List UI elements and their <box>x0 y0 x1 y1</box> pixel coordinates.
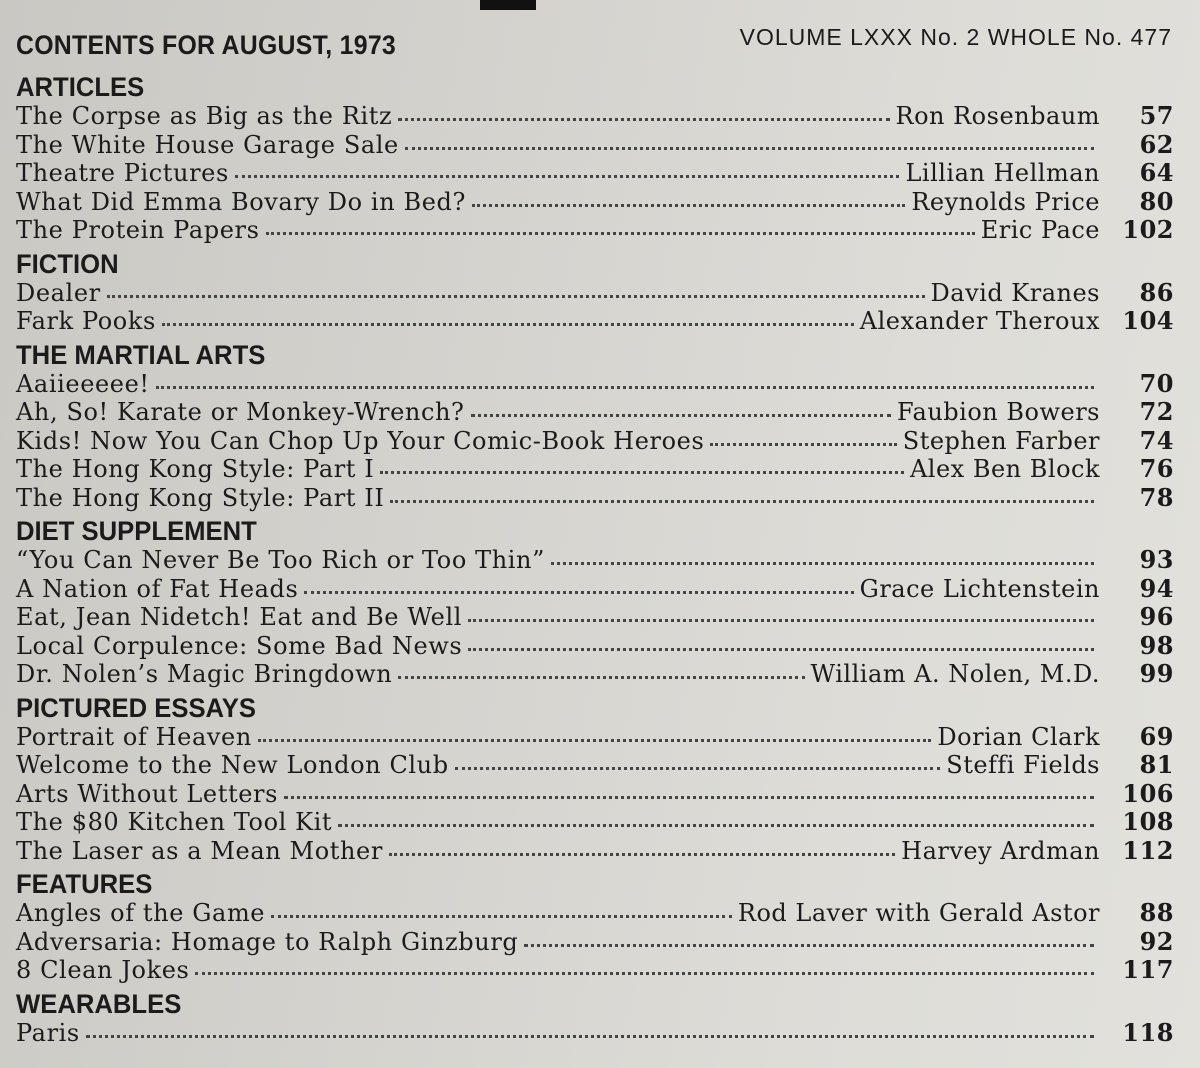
entry-title: Dr. Nolen’s Magic Bringdown <box>16 660 393 688</box>
toc-section <box>16 340 1174 513</box>
contents-header <box>16 24 1172 68</box>
table-of-contents <box>16 70 1174 1051</box>
toc-entry <box>16 455 1174 484</box>
entry-title: Eat, Jean Nidetch! Eat and Be Well <box>16 603 463 631</box>
entry-page-number: 70 <box>1139 368 1174 398</box>
entry-title: What Did Emma Bovary Do in Bed? <box>16 187 466 216</box>
toc-entry <box>16 427 1174 456</box>
entry-page-number: 93 <box>1139 545 1174 574</box>
entry-page-number: 104 <box>1122 306 1174 335</box>
dot-leader <box>156 385 1094 389</box>
toc-entry <box>16 956 1174 985</box>
entry-title: Welcome to the New London Club <box>16 751 449 779</box>
entry-author: Eric Pace <box>980 216 1100 244</box>
dot-leader <box>398 117 889 121</box>
entry-title: Fark Pooks <box>16 307 156 335</box>
toc-entry <box>16 307 1174 336</box>
toc-entry <box>16 131 1174 160</box>
entry-title: The $80 Kitchen Tool Kit <box>16 808 333 836</box>
dot-leader <box>551 561 1094 565</box>
entry-title: The Hong Kong Style: Part I <box>16 455 375 483</box>
toc-entry <box>16 188 1174 217</box>
toc-entry <box>16 575 1174 604</box>
dot-leader <box>235 174 900 178</box>
entry-page-number: 94 <box>1139 573 1174 603</box>
toc-entry <box>16 928 1174 957</box>
entry-title: The Hong Kong Style: Part II <box>16 483 385 512</box>
entry-author: Lillian Hellman <box>905 159 1100 187</box>
toc-entry <box>16 279 1174 308</box>
toc-entry <box>16 603 1174 632</box>
toc-section <box>16 693 1174 866</box>
entry-page-number: 80 <box>1139 186 1174 216</box>
dot-leader <box>390 499 1094 503</box>
entry-title: The White House Garage Sale <box>16 130 399 159</box>
dot-leader <box>405 146 1094 150</box>
entry-page-number: 106 <box>1122 778 1174 808</box>
entry-title: The Protein Papers <box>16 216 260 244</box>
entry-title: The Laser as a Mean Mother <box>16 836 383 865</box>
entry-author: Reynolds Price <box>911 187 1100 216</box>
dot-leader <box>524 943 1094 947</box>
toc-entry <box>16 546 1174 575</box>
dot-leader <box>304 590 853 594</box>
toc-entry <box>16 370 1174 399</box>
toc-section <box>16 869 1174 985</box>
dot-leader <box>258 738 931 742</box>
entry-page-number: 98 <box>1139 630 1174 660</box>
section-heading: PICTURED ESSAYS <box>16 692 256 723</box>
entry-page-number: 102 <box>1122 215 1174 244</box>
entry-author: Harvey Ardman <box>901 836 1100 865</box>
toc-entry <box>16 1019 1174 1048</box>
toc-entry <box>16 837 1174 866</box>
dot-leader <box>266 231 975 235</box>
entry-page-number: 72 <box>1139 397 1174 426</box>
dot-leader <box>338 823 1094 827</box>
entry-title: Aaiieeeee! <box>16 369 150 398</box>
entry-title: Ah, So! Karate or Monkey-Wrench? <box>16 398 465 426</box>
entry-page-number: 108 <box>1122 807 1174 836</box>
dot-leader <box>398 675 804 679</box>
entry-author: Rod Laver with Gerald Astor <box>737 899 1100 927</box>
entry-title: Local Corpulence: Some Bad News <box>16 631 463 660</box>
section-heading: FEATURES <box>16 869 153 899</box>
dot-leader <box>472 203 905 207</box>
dot-leader <box>471 413 891 417</box>
entry-page-number: 96 <box>1139 602 1174 631</box>
entry-page-number: 64 <box>1139 158 1174 187</box>
toc-entry <box>16 899 1174 928</box>
entry-author: Steffi Fields <box>946 751 1100 779</box>
entry-title: Theatre Pictures <box>16 159 229 187</box>
entry-title: Kids! Now You Can Chop Up Your Comic-Book Heroes <box>16 426 705 455</box>
toc-entry <box>16 398 1174 427</box>
entry-page-number: 69 <box>1139 721 1174 751</box>
entry-title: Paris <box>16 1018 80 1047</box>
entry-author: Faubion Bowers <box>897 398 1100 426</box>
entry-author: Stephen Farber <box>902 426 1100 455</box>
toc-entry <box>16 102 1174 131</box>
toc-section <box>16 989 1174 1048</box>
entry-title: Angles of the Game <box>16 899 266 927</box>
toc-entry <box>16 216 1174 245</box>
entry-author: William A. Nolen, M.D. <box>810 660 1100 688</box>
entry-page-number: 74 <box>1139 425 1174 455</box>
entry-author: David Kranes <box>930 278 1100 307</box>
entry-title: Adversaria: Homage to Ralph Ginzburg <box>16 927 519 956</box>
dot-leader <box>389 852 895 856</box>
dot-leader <box>468 647 1094 651</box>
section-heading: THE MARTIAL ARTS <box>16 339 266 370</box>
toc-entry <box>16 159 1174 188</box>
dot-leader <box>284 795 1094 799</box>
dot-leader <box>195 971 1094 975</box>
dot-leader <box>468 618 1094 622</box>
entry-title: “You Can Never Be Too Rich or Too Thin” <box>16 546 545 574</box>
entry-title: The Corpse as Big as the Ritz <box>16 102 393 130</box>
toc-entry <box>16 484 1174 513</box>
entry-page-number: 78 <box>1139 482 1174 512</box>
entry-author: Grace Lichtenstein <box>859 574 1100 603</box>
entry-page-number: 92 <box>1139 926 1174 956</box>
entry-page-number: 81 <box>1139 750 1174 779</box>
entry-page-number: 76 <box>1139 454 1174 483</box>
entry-page-number: 112 <box>1122 835 1174 865</box>
toc-entry <box>16 751 1174 780</box>
dot-leader <box>86 1034 1094 1038</box>
dot-leader <box>107 294 925 298</box>
toc-section <box>16 249 1174 336</box>
dot-leader <box>455 766 941 770</box>
dot-leader <box>380 470 904 474</box>
toc-entry <box>16 780 1174 809</box>
entry-author: Ron Rosenbaum <box>895 102 1100 130</box>
toc-entry <box>16 660 1174 689</box>
entry-page-number: 62 <box>1139 129 1174 159</box>
section-heading: FICTION <box>16 248 119 279</box>
entry-title: Arts Without Letters <box>16 779 279 808</box>
dot-leader <box>271 914 732 918</box>
section-heading: DIET SUPPLEMENT <box>16 516 257 546</box>
entry-page-number: 117 <box>1122 955 1174 984</box>
entry-author: Alexander Theroux <box>859 307 1100 335</box>
entry-page-number: 57 <box>1139 101 1174 130</box>
entry-page-number: 118 <box>1122 1017 1174 1047</box>
toc-entry <box>16 632 1174 661</box>
contents-title: CONTENTS FOR AUGUST, 1973 <box>16 30 397 60</box>
top-black-tab <box>480 0 536 10</box>
volume-info: VOLUME LXXX No. 2 WHOLE No. 477 <box>739 24 1172 50</box>
entry-title: 8 Clean Jokes <box>16 956 190 984</box>
toc-entry <box>16 723 1174 752</box>
dot-leader <box>710 442 896 446</box>
dot-leader <box>162 322 854 326</box>
entry-author: Dorian Clark <box>937 722 1100 751</box>
entry-title: Portrait of Heaven <box>16 722 252 751</box>
entry-title: Dealer <box>16 278 101 307</box>
section-heading: WEARABLES <box>16 988 182 1019</box>
entry-page-number: 99 <box>1139 659 1174 688</box>
toc-section <box>16 72 1174 245</box>
entry-title: A Nation of Fat Heads <box>16 574 299 603</box>
entry-page-number: 88 <box>1139 898 1174 927</box>
toc-section <box>16 516 1174 689</box>
section-heading: ARTICLES <box>16 72 145 102</box>
entry-author: Alex Ben Block <box>909 455 1100 483</box>
toc-entry <box>16 808 1174 837</box>
entry-page-number: 86 <box>1139 277 1174 307</box>
